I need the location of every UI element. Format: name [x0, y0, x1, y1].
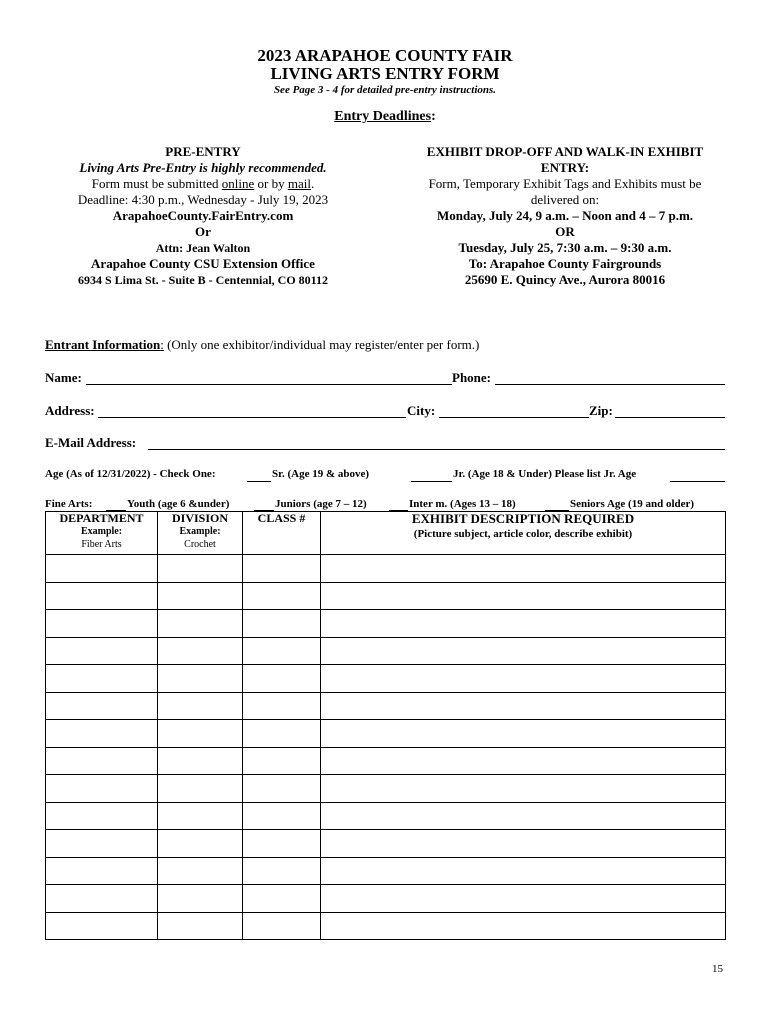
dropoff-text-line1: Form, Temporary Exhibit Tags and Exhibits must be: [428, 176, 702, 191]
dropoff-or: OR: [555, 224, 575, 239]
submit-suffix: .: [310, 176, 315, 191]
fine-arts-label: Fine Arts:: [45, 498, 93, 510]
city-field[interactable]: [439, 417, 589, 418]
department-cell[interactable]: [46, 802, 158, 830]
class-cell[interactable]: [243, 720, 321, 748]
exhibit-table: [45, 511, 726, 940]
address-field[interactable]: [98, 417, 406, 418]
table-header-row: [46, 512, 726, 555]
department-cell[interactable]: [46, 637, 158, 665]
entrant-info-title: Entrant Information: [45, 337, 161, 352]
description-cell[interactable]: [321, 830, 726, 858]
department-header: [46, 512, 158, 555]
table-row: [46, 802, 726, 830]
division-cell[interactable]: [158, 720, 243, 748]
pre-entry-section: [50, 144, 356, 288]
division-cell[interactable]: [158, 747, 243, 775]
fair-entry-website: ArapahoeCounty.FairEntry.com: [112, 208, 294, 223]
age-label: Age (As of 12/31/2022) - Check One:: [45, 468, 216, 480]
description-cell[interactable]: [321, 912, 726, 940]
department-cell[interactable]: [46, 830, 158, 858]
table-row: [46, 830, 726, 858]
entrant-info-colon: :: [160, 337, 164, 352]
form-subtitle: See Page 3 - 4 for detailed pre-entry instructions.: [273, 84, 497, 96]
class-cell[interactable]: [243, 857, 321, 885]
table-row: [46, 665, 726, 693]
class-cell[interactable]: [243, 555, 321, 583]
department-cell[interactable]: [46, 775, 158, 803]
dropoff-heading-line1: EXHIBIT DROP-OFF AND WALK-IN EXHIBIT: [426, 144, 704, 159]
entrant-info-note: (Only one exhibitor/individual may register/enter per form.): [163, 337, 480, 352]
description-cell[interactable]: [321, 637, 726, 665]
description-cell[interactable]: [321, 802, 726, 830]
division-cell[interactable]: [158, 665, 243, 693]
division-example-value: Crochet: [184, 539, 216, 550]
dropoff-address: 25690 E. Quincy Ave., Aurora 80016: [464, 272, 666, 287]
dropoff-tuesday: Tuesday, July 25, 7:30 a.m. – 9:30 a.m.: [458, 240, 672, 255]
department-cell[interactable]: [46, 720, 158, 748]
dropoff-text-line2: delivered on:: [530, 192, 600, 207]
address-label: Address:: [45, 403, 95, 418]
division-header: [158, 512, 243, 555]
class-cell[interactable]: [243, 747, 321, 775]
pre-entry-heading: PRE-ENTRY: [165, 144, 241, 159]
department-cell[interactable]: [46, 692, 158, 720]
description-cell[interactable]: [321, 747, 726, 775]
juniors-label: Juniors (age 7 – 12): [275, 498, 367, 510]
phone-label: Phone:: [452, 370, 491, 385]
description-cell[interactable]: [321, 720, 726, 748]
division-cell[interactable]: [158, 555, 243, 583]
jr-checkbox-line[interactable]: [411, 481, 452, 482]
submit-prefix: Form must be submitted: [91, 176, 222, 191]
dropoff-monday: Monday, July 24, 9 a.m. – Noon and 4 – 7 p.m.: [436, 208, 694, 223]
division-cell[interactable]: [158, 692, 243, 720]
jr-label: Jr. (Age 18 & Under) Please list Jr. Age: [453, 468, 637, 480]
pre-entry-recommend: Living Arts Pre-Entry is highly recommended.: [79, 160, 327, 175]
mail-link[interactable]: mail: [287, 176, 311, 191]
table-row: [46, 885, 726, 913]
deadlines-heading-colon: :: [431, 109, 436, 124]
entrant-info-heading: [45, 337, 479, 353]
division-example-label: Example:: [179, 526, 221, 537]
class-cell[interactable]: [243, 610, 321, 638]
dropoff-to: To: Arapahoe County Fairgrounds: [468, 256, 662, 271]
name-label: Name:: [45, 370, 82, 385]
class-cell[interactable]: [243, 885, 321, 913]
deadlines-heading-text: Entry Deadlines: [334, 109, 432, 124]
extension-office-address: 6934 S Lima St. - Suite B - Centennial, CO 80112: [77, 273, 329, 287]
jr-age-field[interactable]: [670, 481, 725, 482]
class-cell[interactable]: [243, 802, 321, 830]
department-cell[interactable]: [46, 885, 158, 913]
department-cell[interactable]: [46, 665, 158, 693]
zip-label: Zip:: [589, 403, 613, 418]
description-header: [321, 512, 726, 555]
class-cell[interactable]: [243, 912, 321, 940]
division-cell[interactable]: [158, 912, 243, 940]
division-cell[interactable]: [158, 582, 243, 610]
table-row: [46, 692, 726, 720]
inter-label: Inter m. (Ages 13 – 18): [409, 498, 516, 510]
class-cell[interactable]: [243, 637, 321, 665]
form-title-line2: LIVING ARTS ENTRY FORM: [270, 64, 500, 83]
department-cell[interactable]: [46, 747, 158, 775]
table-row: [46, 747, 726, 775]
dropoff-section: [400, 144, 730, 288]
pre-entry-attn: Attn: Jean Walton: [155, 241, 251, 255]
division-cell[interactable]: [158, 610, 243, 638]
email-label: E-Mail Address:: [45, 435, 137, 450]
table-row: [46, 912, 726, 940]
class-cell[interactable]: [243, 692, 321, 720]
table-row: [46, 582, 726, 610]
pre-entry-deadline: Deadline: 4:30 p.m., Wednesday - July 19, 2023: [77, 192, 329, 207]
table-row: [46, 555, 726, 583]
youth-label: Youth (age 6 &under): [127, 498, 230, 510]
division-cell[interactable]: [158, 775, 243, 803]
division-cell[interactable]: [158, 830, 243, 858]
table-row: [46, 857, 726, 885]
department-cell[interactable]: [46, 610, 158, 638]
class-cell[interactable]: [243, 830, 321, 858]
division-cell[interactable]: [158, 637, 243, 665]
class-header-label: CLASS #: [257, 511, 306, 525]
sr-label: Sr. (Age 19 & above): [272, 468, 370, 480]
phone-field[interactable]: [495, 384, 725, 385]
table-row: [46, 775, 726, 803]
division-cell[interactable]: [158, 802, 243, 830]
description-cell[interactable]: [321, 610, 726, 638]
submit-mid: or by: [254, 176, 288, 191]
deadlines-heading: [0, 109, 770, 125]
department-cell[interactable]: [46, 555, 158, 583]
table-row: [46, 720, 726, 748]
description-cell[interactable]: [321, 555, 726, 583]
department-cell[interactable]: [46, 582, 158, 610]
table-row: [46, 610, 726, 638]
email-field[interactable]: [148, 449, 725, 450]
exhibit-table-body: [46, 555, 726, 940]
class-cell[interactable]: [243, 582, 321, 610]
name-field[interactable]: [86, 384, 452, 385]
department-example-value: Fiber Arts: [81, 539, 122, 550]
division-header-label: DIVISION: [171, 511, 228, 525]
department-example-label: Example:: [80, 526, 123, 537]
description-cell[interactable]: [321, 775, 726, 803]
class-header: [243, 512, 321, 555]
class-cell[interactable]: [243, 665, 321, 693]
description-header-note: (Picture subject, article color, describe exhibit): [413, 528, 633, 540]
form-title-line1: 2023 ARAPAHOE COUNTY FAIR: [257, 46, 513, 65]
division-cell[interactable]: [158, 885, 243, 913]
class-cell[interactable]: [243, 775, 321, 803]
description-cell[interactable]: [321, 665, 726, 693]
city-label: City:: [407, 403, 436, 418]
description-header-label: EXHIBIT DESCRIPTION REQUIRED: [411, 511, 635, 526]
pre-entry-or: Or: [195, 224, 211, 239]
description-cell[interactable]: [321, 885, 726, 913]
seniors-label: Seniors Age (19 and older): [570, 498, 695, 510]
division-cell[interactable]: [158, 857, 243, 885]
department-cell[interactable]: [46, 912, 158, 940]
description-cell[interactable]: [321, 692, 726, 720]
department-header-label: DEPARTMENT: [59, 511, 144, 525]
pre-entry-submit: [50, 176, 356, 192]
description-cell[interactable]: [321, 857, 726, 885]
sr-checkbox-line[interactable]: [247, 481, 271, 482]
description-cell[interactable]: [321, 582, 726, 610]
table-row: [46, 637, 726, 665]
department-cell[interactable]: [46, 857, 158, 885]
online-link[interactable]: online: [221, 176, 255, 191]
dropoff-heading-line2: ENTRY:: [540, 160, 590, 175]
extension-office: Arapahoe County CSU Extension Office: [91, 256, 315, 271]
zip-field[interactable]: [615, 417, 725, 418]
page-number: 15: [712, 963, 723, 975]
